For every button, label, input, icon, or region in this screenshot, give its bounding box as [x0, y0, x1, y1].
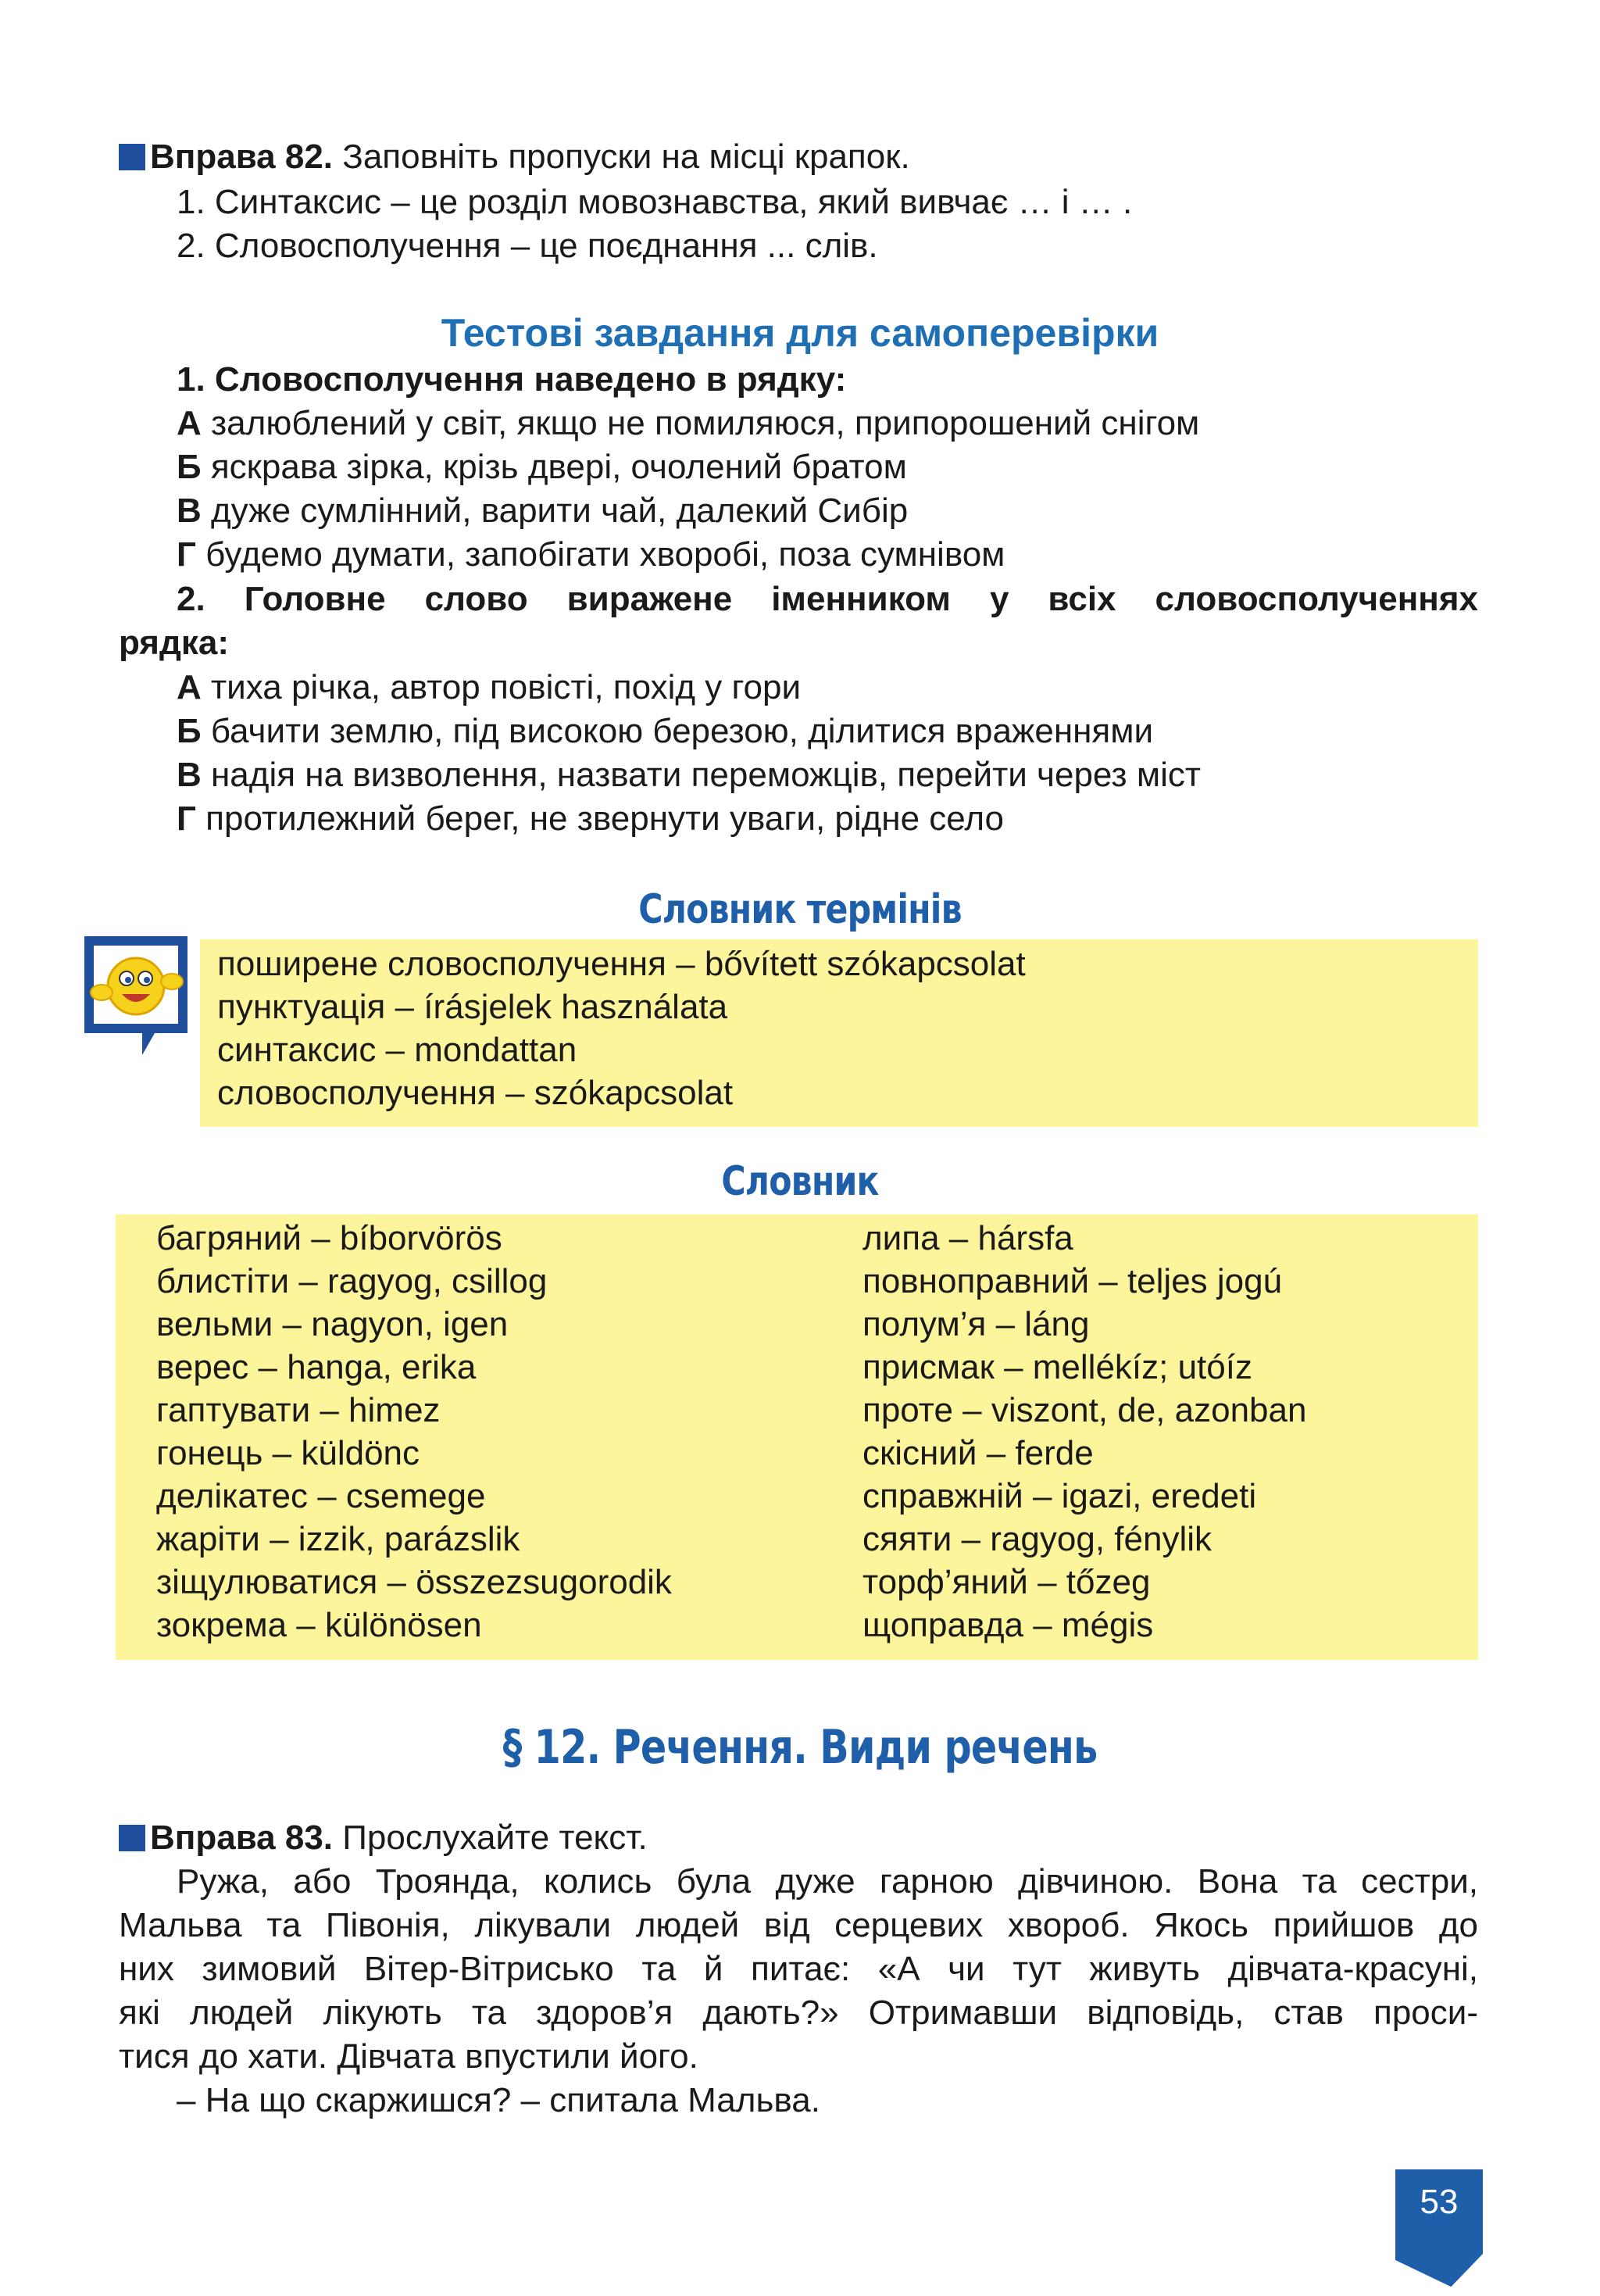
dictionary-entry: вельми – nagyon, igen — [156, 1305, 509, 1343]
exercise-82-label: Вправа 82. — [150, 138, 334, 176]
test-2-question-line-1: 2. Головне слово виражене іменником у всіх словосполученнях — [177, 580, 1478, 618]
exercise-marker — [119, 1825, 145, 1851]
exercise-83-header — [119, 1816, 648, 1860]
dictionary-entry: делікатес – csemege — [156, 1477, 486, 1515]
dictionary-entry: присмак – mellékíz; utóíz — [862, 1348, 1252, 1386]
dictionary-right-column — [862, 1217, 1306, 1647]
terms-box — [200, 939, 1478, 1127]
exercise-82-item-1: 1. Синтаксис – це розділ мовознавства, який вивчає … і … . — [177, 183, 1133, 221]
test-1-question: 1. Словосполучення наведено в рядку: — [177, 360, 847, 399]
exercise-83-text-line: них зимовий Вітер-Вітрисько та й питає: «А чи тут живуть дівчата-красуні, — [119, 1950, 1478, 1988]
dictionary-entry: сяяти – ragyog, fénylik — [862, 1520, 1212, 1558]
dictionary-mascot-icon — [81, 930, 191, 1063]
exercise-82-instruction: Заповніть пропуски на місці крапок. — [333, 138, 910, 176]
dictionary-entry: гаптувати – himez — [156, 1391, 441, 1429]
dictionary-entry: щоправда – mégis — [862, 1606, 1154, 1644]
terms-title: Словник термінів — [638, 886, 962, 933]
dictionary-entry: зокрема – különösen — [156, 1606, 482, 1644]
test-1-option-d: Г будемо думати, запобігати хворобі, поза сумнівом — [177, 535, 1005, 574]
exercise-marker — [119, 144, 145, 170]
dictionary-entry: гонець – küldönc — [156, 1434, 420, 1472]
dictionary-entry: верес – hanga, erika — [156, 1348, 477, 1386]
dictionary-left-column — [156, 1217, 672, 1647]
dictionary-entry: жаріти – izzik, parázslik — [156, 1520, 520, 1558]
dictionary-entry: торф’яний – tőzeg — [862, 1563, 1151, 1601]
term-item: синтаксис – mondattan — [217, 1031, 577, 1069]
test-2-option-d: Г протилежний берег, не звернути уваги, рідне село — [177, 799, 1004, 838]
tests-title: Тестові завдання для самоперевірки — [441, 311, 1159, 355]
exercise-83-label: Вправа 83. — [150, 1819, 334, 1857]
exercise-82-item-2: 2. Словосполучення – це поєднання ... слів. — [177, 227, 878, 265]
page-number: 53 — [1420, 2183, 1459, 2221]
term-item: пунктуація – írásjelek használata — [217, 988, 728, 1026]
dictionary-title: Словник — [721, 1158, 879, 1205]
term-item: словосполучення – szókapcsolat — [217, 1074, 734, 1112]
dictionary-entry: скісний – ferde — [862, 1434, 1094, 1472]
dictionary-entry: багряний – bíborvörös — [156, 1219, 502, 1257]
term-item: поширене словосполучення – bővített szókapcsolat — [217, 945, 1026, 983]
svg-text:А: А — [98, 953, 111, 973]
test-1-option-b: Б яскрава зірка, крізь двері, очолений братом — [177, 448, 907, 486]
page-number-tab — [1395, 2169, 1483, 2296]
test-2-option-b: Б бачити землю, під високою березою, ділитися враженнями — [177, 712, 1154, 750]
dictionary-entry: липа – hársfa — [862, 1219, 1073, 1257]
exercise-82-header — [119, 135, 910, 179]
exercise-83-text-line: тися до хати. Дівчата впустили його. — [119, 2037, 698, 2076]
svg-text:Я: Я — [162, 944, 175, 964]
test-1-option-c: В дуже сумлінний, варити чай, далекий Сибір — [177, 492, 909, 530]
test-1-option-a: А залюблений у світ, якщо не помиляюся, припорошений снігом — [177, 404, 1200, 442]
section-title: § 12. Речення. Види речень — [502, 1720, 1098, 1775]
dictionary-entry: проте – viszont, de, azonban — [862, 1391, 1307, 1429]
test-2-question-line-2: рядка: — [119, 624, 230, 662]
exercise-83-text-line: Мальва та Півонія, лікували людей від серцевих хвороб. Якось прийшов до — [119, 1906, 1478, 1944]
dictionary-box — [116, 1214, 1478, 1660]
test-2-option-c: В надія на визволення, назвати переможців, перейти через міст — [177, 756, 1202, 794]
test-2-option-a: А тиха річка, автор повісті, похід у гори — [177, 668, 802, 706]
exercise-83-text-line: Ружа, або Троянда, колись була дуже гарною дівчиною. Вона та сестри, — [177, 1862, 1478, 1901]
dictionary-entry: полум’я – láng — [862, 1305, 1090, 1343]
dictionary-entry: повноправний – teljes jogú — [862, 1262, 1283, 1300]
dictionary-entry: справжній – igazi, eredeti — [862, 1477, 1257, 1515]
dictionary-entry: зіщулюватися – összezsugorodik — [156, 1563, 672, 1601]
exercise-83-instruction: Прослухайте текст. — [333, 1819, 648, 1857]
exercise-83-text-line: які людей лікують та здоров’я дають?» Отримавши відповідь, став проси- — [119, 1994, 1478, 2032]
dictionary-entry: блистіти – ragyog, csillog — [156, 1262, 548, 1300]
exercise-83-text-line: – На що скаржишся? – спитала Мальва. — [177, 2081, 820, 2119]
